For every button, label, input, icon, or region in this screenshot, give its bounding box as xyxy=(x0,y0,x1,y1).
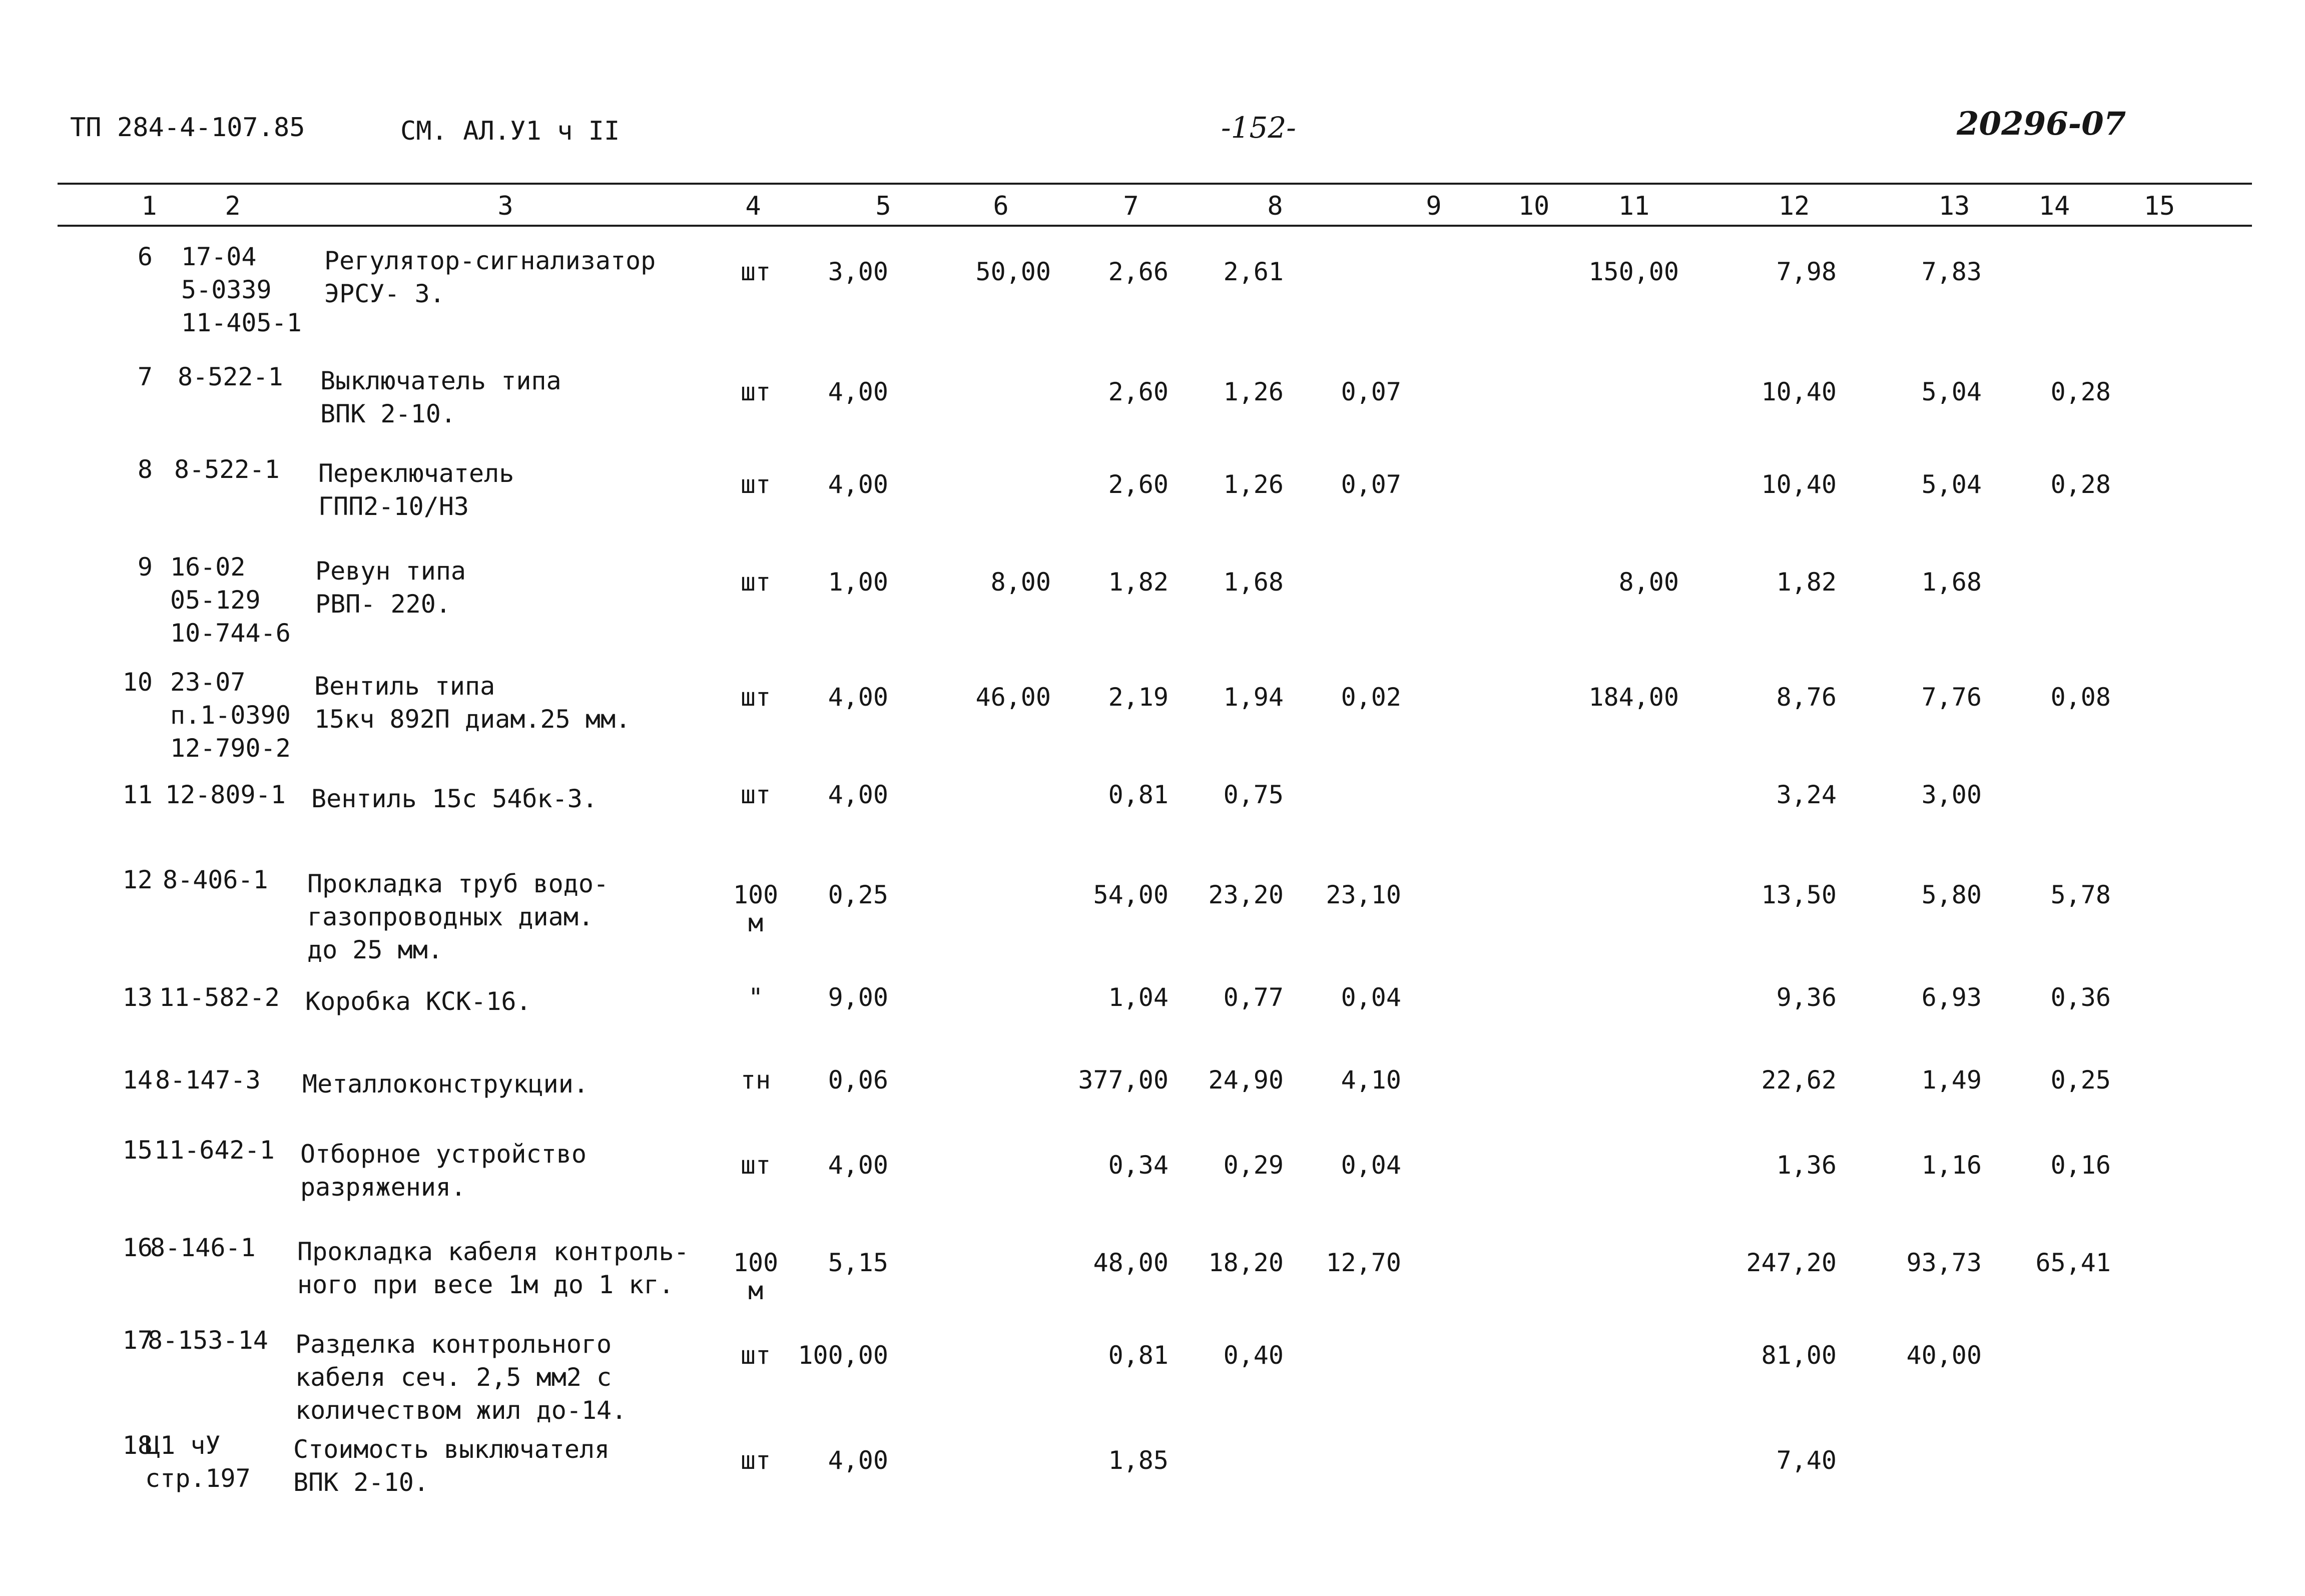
work-description: Регулятор-сигнализатор xyxy=(324,246,656,275)
rate-code: 05-129 xyxy=(170,586,261,615)
work-description: ного при весе 1м до 1 кг. xyxy=(297,1270,674,1299)
value-c14: 0,28 xyxy=(2050,377,2111,406)
value-c13: 7,76 xyxy=(1921,683,1982,712)
value-c9: 0,07 xyxy=(1341,470,1401,499)
value-c9: 23,10 xyxy=(1326,880,1401,909)
value-c13: 40,00 xyxy=(1906,1341,1982,1370)
rate-code: 16-02 xyxy=(170,553,246,582)
value-c12: 7,40 xyxy=(1776,1446,1837,1475)
value-c12: 10,40 xyxy=(1761,470,1837,499)
value-c8: 2,61 xyxy=(1223,257,1284,286)
value-c9: 0,04 xyxy=(1341,983,1401,1012)
unit-of-measure: шт xyxy=(740,568,771,597)
column-header-5: 5 xyxy=(875,191,891,221)
value-c12: 247,20 xyxy=(1746,1248,1837,1277)
work-description: Разделка контрольного xyxy=(295,1330,612,1359)
row-number: 16 xyxy=(122,1233,153,1262)
work-description: ВПК 2-10. xyxy=(293,1468,429,1497)
work-description: Прокладка труб водо- xyxy=(307,869,609,898)
value-c7: 48,00 xyxy=(1093,1248,1169,1277)
value-c14: 65,41 xyxy=(2035,1248,2111,1277)
rate-code: 5-0339 xyxy=(181,275,272,304)
value-c13: 3,00 xyxy=(1921,780,1982,809)
value-c9: 4,10 xyxy=(1341,1066,1401,1095)
unit-of-measure: тн xyxy=(740,1066,771,1095)
value-c12: 8,76 xyxy=(1776,683,1837,712)
work-description: Прокладка кабеля контроль- xyxy=(297,1237,689,1266)
value-c8: 24,90 xyxy=(1208,1066,1284,1095)
rate-code: 23-07 xyxy=(170,668,246,697)
rate-code: 8-146-1 xyxy=(150,1233,256,1262)
table-top-rule xyxy=(58,183,2252,185)
column-header-7: 7 xyxy=(1123,191,1139,221)
rate-code: 8-522-1 xyxy=(174,455,280,484)
value-c7: 377,00 xyxy=(1078,1066,1169,1095)
unit-of-measure: шт xyxy=(740,1446,771,1475)
row-number: 15 xyxy=(122,1136,153,1165)
value-c9: 0,07 xyxy=(1341,377,1401,406)
value-c5: 5,15 xyxy=(828,1248,888,1277)
value-c5: 0,25 xyxy=(828,880,888,909)
column-header-1: 1 xyxy=(141,191,157,221)
rate-code: 11-642-1 xyxy=(154,1136,275,1165)
rate-code: 8-147-3 xyxy=(155,1066,261,1095)
column-header-2: 2 xyxy=(225,191,241,221)
unit-of-measure: 100 xyxy=(733,1248,779,1277)
value-c14: 0,36 xyxy=(2050,983,2111,1012)
rate-code: п.1-0390 xyxy=(170,701,291,730)
row-number: 13 xyxy=(122,983,153,1012)
rate-code: 11-582-2 xyxy=(159,983,280,1012)
table-header-rule xyxy=(58,225,2252,227)
value-c12: 13,50 xyxy=(1761,880,1837,909)
value-c14: 5,78 xyxy=(2050,880,2111,909)
value-c5: 100,00 xyxy=(798,1341,888,1370)
rate-code: 8-153-14 xyxy=(148,1326,268,1355)
column-header-8: 8 xyxy=(1267,191,1283,221)
unit-of-measure: шт xyxy=(740,683,771,712)
row-number: 14 xyxy=(122,1066,153,1095)
rate-code: Ц1 чУ xyxy=(145,1431,221,1460)
work-description: ЭРСУ- 3. xyxy=(324,279,445,308)
value-c8: 23,20 xyxy=(1208,880,1284,909)
value-c8: 0,40 xyxy=(1223,1341,1284,1370)
work-description: газопроводных диам. xyxy=(307,902,594,931)
value-c8: 1,26 xyxy=(1223,377,1284,406)
rate-code: 12-790-2 xyxy=(170,734,291,763)
value-c13: 7,83 xyxy=(1921,257,1982,286)
value-c7: 2,19 xyxy=(1108,683,1169,712)
value-c7: 0,81 xyxy=(1108,1341,1169,1370)
row-number: 7 xyxy=(137,362,153,391)
work-description: Стоимость выключателя xyxy=(293,1435,610,1464)
rate-code: 11-405-1 xyxy=(181,308,302,337)
value-c5: 4,00 xyxy=(828,683,888,712)
unit-of-measure: м xyxy=(748,1276,764,1305)
rate-code: стр.197 xyxy=(145,1464,251,1493)
value-c13: 93,73 xyxy=(1906,1248,1982,1277)
value-c7: 0,34 xyxy=(1108,1151,1169,1180)
value-c14: 0,28 xyxy=(2050,470,2111,499)
rate-code: 17-04 xyxy=(181,242,257,271)
value-c12: 1,36 xyxy=(1776,1151,1837,1180)
unit-of-measure: шт xyxy=(740,1151,771,1180)
value-c14: 0,16 xyxy=(2050,1151,2111,1180)
value-c12: 81,00 xyxy=(1761,1341,1837,1370)
value-c5: 1,00 xyxy=(828,568,888,597)
unit-of-measure: шт xyxy=(740,780,771,809)
value-c13: 1,16 xyxy=(1921,1151,1982,1180)
page-number: -152- xyxy=(1221,111,1296,145)
column-header-14: 14 xyxy=(2038,191,2070,221)
work-description: Переключатель xyxy=(318,459,514,488)
column-header-11: 11 xyxy=(1618,191,1650,221)
value-c5: 9,00 xyxy=(828,983,888,1012)
value-c8: 0,77 xyxy=(1223,983,1284,1012)
value-c5: 4,00 xyxy=(828,470,888,499)
unit-of-measure: шт xyxy=(740,377,771,406)
value-c6: 50,00 xyxy=(975,257,1051,286)
column-header-4: 4 xyxy=(745,191,761,221)
value-c11: 150,00 xyxy=(1588,257,1679,286)
value-c13: 5,04 xyxy=(1921,470,1982,499)
work-description: Вентиль 15с 54бк-3. xyxy=(311,784,598,813)
value-c12: 7,98 xyxy=(1776,257,1837,286)
work-description: Выключатель типа xyxy=(320,366,561,395)
column-header-6: 6 xyxy=(993,191,1009,221)
value-c7: 2,60 xyxy=(1108,470,1169,499)
unit-of-measure: шт xyxy=(740,257,771,286)
work-description: ВПК 2-10. xyxy=(320,399,456,428)
value-c6: 8,00 xyxy=(990,568,1051,597)
unit-of-measure: м xyxy=(748,908,764,937)
sheet-code: 20296-07 xyxy=(1957,105,2126,143)
value-c13: 5,80 xyxy=(1921,880,1982,909)
rate-code: 10-744-6 xyxy=(170,619,291,648)
value-c14: 0,25 xyxy=(2050,1066,2111,1095)
value-c7: 1,82 xyxy=(1108,568,1169,597)
value-c5: 0,06 xyxy=(828,1066,888,1095)
value-c13: 1,49 xyxy=(1921,1066,1982,1095)
row-number: 11 xyxy=(122,780,153,809)
column-header-9: 9 xyxy=(1426,191,1442,221)
work-description: Коробка КСК-16. xyxy=(305,987,531,1016)
value-c8: 1,94 xyxy=(1223,683,1284,712)
value-c5: 4,00 xyxy=(828,377,888,406)
value-c11: 8,00 xyxy=(1618,568,1679,597)
value-c6: 46,00 xyxy=(975,683,1051,712)
row-number: 9 xyxy=(137,553,153,582)
unit-of-measure: " xyxy=(748,983,764,1012)
value-c9: 0,02 xyxy=(1341,683,1401,712)
row-number: 6 xyxy=(137,242,153,271)
row-number: 18 xyxy=(122,1431,153,1460)
value-c8: 18,20 xyxy=(1208,1248,1284,1277)
value-c5: 4,00 xyxy=(828,780,888,809)
value-c8: 1,26 xyxy=(1223,470,1284,499)
value-c12: 9,36 xyxy=(1776,983,1837,1012)
value-c8: 0,29 xyxy=(1223,1151,1284,1180)
value-c12: 1,82 xyxy=(1776,568,1837,597)
value-c5: 4,00 xyxy=(828,1151,888,1180)
work-description: Металлоконструкции. xyxy=(302,1070,589,1099)
unit-of-measure: 100 xyxy=(733,880,779,909)
value-c9: 12,70 xyxy=(1326,1248,1401,1277)
value-c7: 0,81 xyxy=(1108,780,1169,809)
work-description: РВП- 220. xyxy=(315,590,451,619)
value-c7: 2,66 xyxy=(1108,257,1169,286)
work-description: разряжения. xyxy=(300,1173,466,1202)
doc-code: ТП 284-4-107.85 xyxy=(70,113,305,143)
work-description: Ревун типа xyxy=(315,557,466,586)
unit-of-measure: шт xyxy=(740,1341,771,1370)
value-c12: 10,40 xyxy=(1761,377,1837,406)
work-description: ГПП2-10/Н3 xyxy=(318,492,469,521)
value-c7: 54,00 xyxy=(1093,880,1169,909)
value-c12: 3,24 xyxy=(1776,780,1837,809)
value-c7: 2,60 xyxy=(1108,377,1169,406)
value-c13: 1,68 xyxy=(1921,568,1982,597)
column-header-15: 15 xyxy=(2143,191,2175,221)
work-description: Вентиль типа xyxy=(314,672,495,701)
value-c8: 0,75 xyxy=(1223,780,1284,809)
unit-of-measure: шт xyxy=(740,470,771,499)
value-c12: 22,62 xyxy=(1761,1066,1837,1095)
work-description: до 25 мм. xyxy=(307,935,443,964)
value-c13: 5,04 xyxy=(1921,377,1982,406)
work-description: количеством жил до-14. xyxy=(295,1396,627,1425)
row-number: 10 xyxy=(122,668,153,697)
value-c11: 184,00 xyxy=(1588,683,1679,712)
work-description: 15кч 892П диам.25 мм. xyxy=(314,705,631,734)
value-c5: 3,00 xyxy=(828,257,888,286)
work-description: кабеля сеч. 2,5 мм2 с xyxy=(295,1363,612,1392)
row-number: 8 xyxy=(137,455,153,484)
row-number: 12 xyxy=(122,865,153,894)
work-description: Отборное устройство xyxy=(300,1140,587,1169)
value-c9: 0,04 xyxy=(1341,1151,1401,1180)
row-number: 17 xyxy=(122,1326,153,1355)
value-c5: 4,00 xyxy=(828,1446,888,1475)
column-header-13: 13 xyxy=(1938,191,1970,221)
value-c7: 1,04 xyxy=(1108,983,1169,1012)
value-c14: 0,08 xyxy=(2050,683,2111,712)
value-c13: 6,93 xyxy=(1921,983,1982,1012)
album-reference: СМ. АЛ.У1 ч II xyxy=(400,116,620,146)
column-header-3: 3 xyxy=(497,191,513,221)
rate-code: 8-522-1 xyxy=(178,362,283,391)
column-header-10: 10 xyxy=(1518,191,1550,221)
rate-code: 12-809-1 xyxy=(165,780,286,809)
value-c8: 1,68 xyxy=(1223,568,1284,597)
column-header-12: 12 xyxy=(1778,191,1810,221)
value-c7: 1,85 xyxy=(1108,1446,1169,1475)
rate-code: 8-406-1 xyxy=(163,865,268,894)
